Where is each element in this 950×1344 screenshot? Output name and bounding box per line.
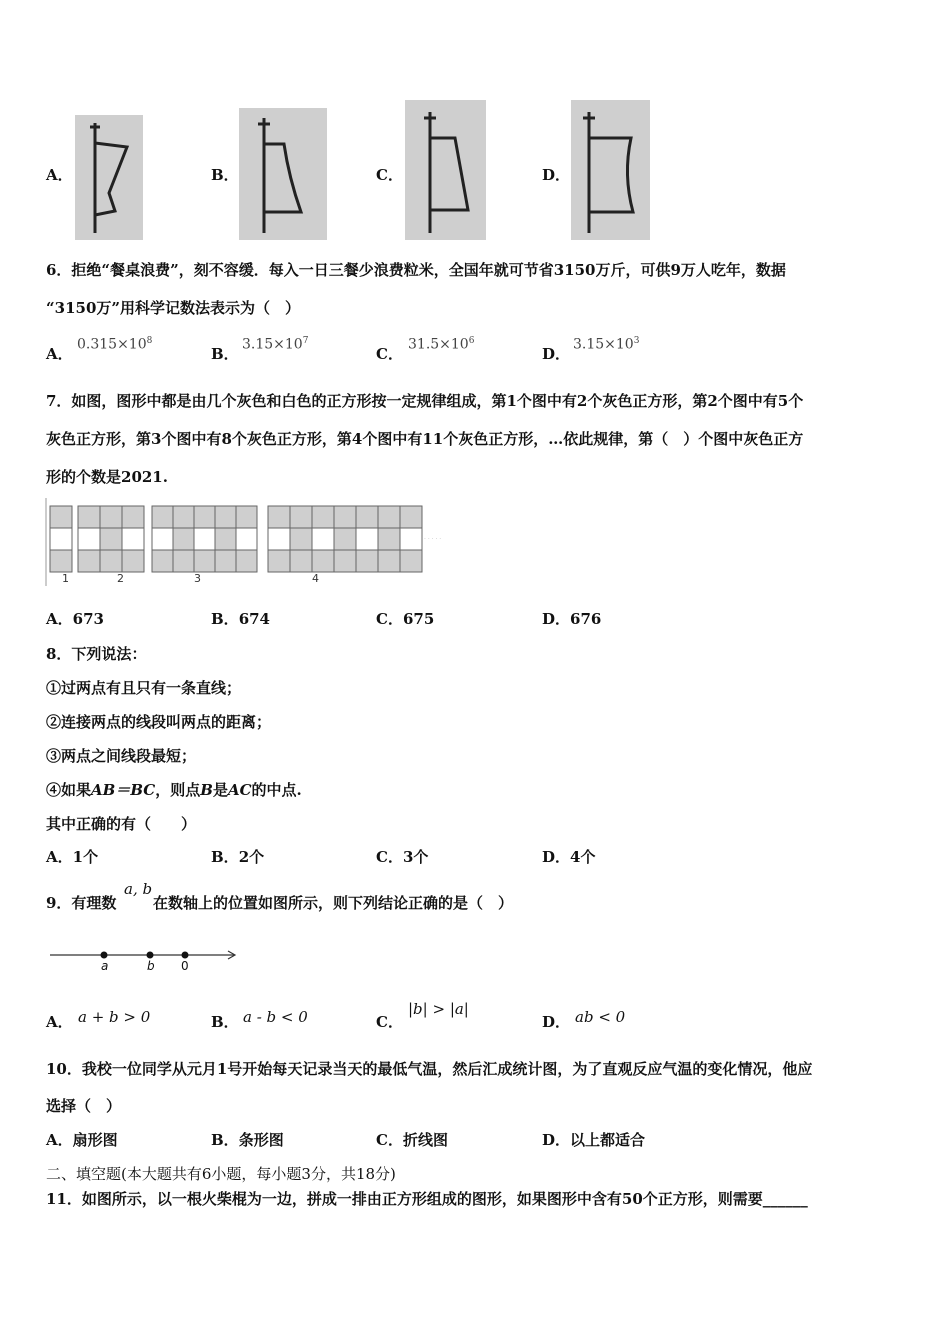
point-zero-icon [182, 952, 189, 959]
section-2-heading: 二、填空题(本大题共有6小题，每小题3分，共18分) [46, 1165, 396, 1183]
q9-axis-label-a: a [101, 959, 109, 973]
q10-option-c: C．折线图 [376, 1131, 448, 1149]
q10-stem-line1: 10．我校一位同学从元月1号开始每天记录当天的最低气温，然后汇成统计图，为了直观反应气温的变化情况，他应 [46, 1060, 813, 1078]
q6-option-c-value: $31.5\times 10^6$ [408, 336, 475, 353]
q10-option-d: D．以上都适合 [542, 1131, 646, 1149]
q5-option-d-label: D． [542, 166, 571, 184]
q6-option-d-value: $3.15\times 10^3$ [573, 336, 640, 353]
q7-option-d: D．676 [542, 610, 602, 628]
q5-option-b-label: B． [211, 166, 239, 184]
q9-variables: a, b [124, 880, 153, 898]
q7-option-a: A．673 [46, 610, 104, 628]
q10-option-a: A．扇形图 [46, 1131, 118, 1149]
q7-option-c: C．675 [376, 610, 435, 628]
point-b-icon [147, 952, 154, 959]
q9-stem-suffix: 在数轴上的位置如图所示，则下列结论正确的是（ ） [153, 894, 514, 912]
q9-option-b-math: a - b < 0 [243, 1008, 308, 1026]
flag-shape-a-icon [75, 115, 143, 240]
q7-figure-label-1: 1 [62, 572, 69, 585]
q9-option-d-math: ab < 0 [575, 1008, 626, 1026]
q9-number-line [48, 945, 243, 977]
svg-text:· · · · ·: · · · · · [424, 536, 442, 543]
q10-option-b: B．条形图 [211, 1131, 284, 1149]
q7-stem-line1: 7．如图，图形中都是由几个灰色和白色的正方形按一定规律组成，第1个图中有2个灰色正方形，第2个图中有5个 [46, 392, 804, 410]
q9-option-a-math: a + b > 0 [78, 1008, 151, 1026]
q8-item-2: ②连接两点的线段叫两点的距离； [46, 713, 272, 731]
q7-figure-label-2: 2 [117, 572, 124, 585]
q8-option-d: D．4个 [542, 848, 596, 866]
q8-item-4: ④如果AB＝BC，则点B是AC的中点. [46, 781, 302, 799]
q8-item-3: ③两点之间线段最短； [46, 747, 197, 765]
q6-option-a-label: A． [46, 345, 73, 363]
q9-option-c-math: |b| > |a| [408, 1000, 469, 1018]
q11-stem: 11．如图所示，以一根火柴棍为一边，拼成一排由正方形组成的图形，如果图形中含有50个正方形，则需要______ [46, 1190, 808, 1208]
q7-stem-line2: 灰色正方形，第3个图中有8个灰色正方形，第4个图中有11个灰色正方形，…依此规律，第（ ）个图中灰色正方 [46, 430, 804, 448]
q7-figure-label-3: 3 [194, 572, 201, 585]
q9-option-a-label: A． [46, 1013, 73, 1031]
q6-option-a-value: $0.315\times 10^8$ [77, 336, 153, 353]
q6-option-d-label: D． [542, 345, 571, 363]
q9-stem-prefix: 9．有理数 [46, 894, 117, 912]
q6-stem-line1: 6．拒绝“餐桌浪费”，刻不容缓．每入一日三餐少浪费粒米，全国年就可节省3150万斤，可供9万人吃年，数据 [46, 261, 786, 279]
q8-option-a: A．1个 [46, 848, 99, 866]
flag-shape-b-icon [239, 108, 327, 240]
q9-option-c-label: C． [376, 1013, 403, 1031]
q8-item-1: ①过两点有且只有一条直线； [46, 679, 242, 697]
q6-option-b-value: $3.15\times 10^7$ [242, 336, 309, 353]
flag-shape-d-icon [571, 100, 650, 240]
q6-option-b-label: B． [211, 345, 239, 363]
q8-option-c: C．3个 [376, 848, 429, 866]
flag-shape-c-icon [405, 100, 486, 240]
q9-axis-label-b: b [147, 959, 155, 973]
q9-axis-label-zero: 0 [181, 959, 189, 973]
q7-stem-line3: 形的个数是2021. [46, 468, 168, 486]
q7-pattern-figure [44, 496, 464, 588]
q5-option-c-label: C． [376, 166, 403, 184]
q9-option-b-label: B． [211, 1013, 239, 1031]
q6-stem-line2: “3150万”用科学记数法表示为（ ） [46, 299, 301, 317]
q9-option-d-label: D． [542, 1013, 571, 1031]
q7-figure-label-4: 4 [312, 572, 319, 585]
q8-question: 其中正确的有（ ） [46, 815, 197, 833]
q8-option-b: B．2个 [211, 848, 265, 866]
q6-option-c-label: C． [376, 345, 403, 363]
q8-stem: 8．下列说法： [46, 645, 147, 663]
point-a-icon [101, 952, 108, 959]
q5-option-a-label: A． [46, 166, 73, 184]
q7-option-b: B．674 [211, 610, 270, 628]
q10-stem-line2: 选择（ ） [46, 1097, 122, 1115]
